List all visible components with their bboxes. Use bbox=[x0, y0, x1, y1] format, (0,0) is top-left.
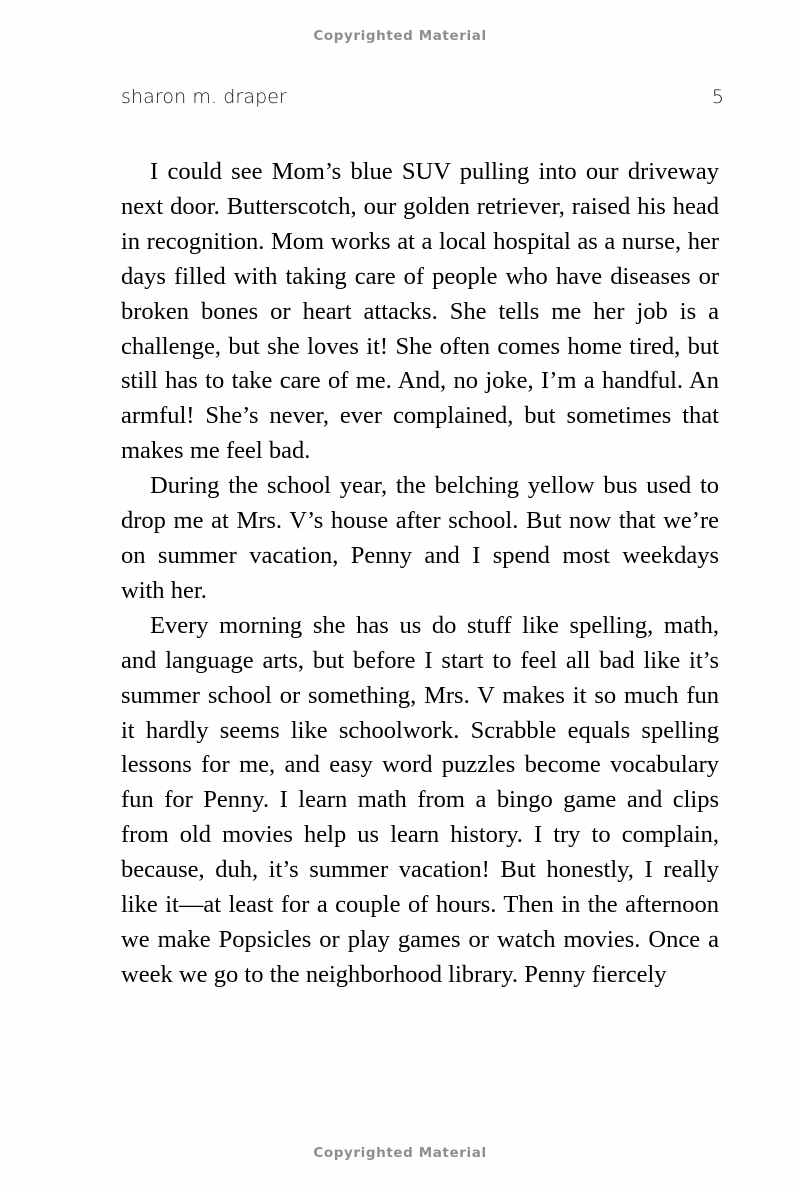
copyright-watermark-top: Copyrighted Material bbox=[313, 28, 487, 44]
paragraph: Every morning she has us do stuff like spelling, math, and language arts, but before I start to feel all bad like it’s summer school or something, Mrs. V makes it so much fun it hardly seems like schoolwork. Scrabble equals spelling lessons for me, and easy word puzzles become vocabulary fun for Penny. I learn math from a bingo game and clips from old movies help us learn history. I try to complain, because, duh, it’s summer vacation! But honestly, I really like it—at least for a couple of hours. Then in the afternoon we make Popsicles or play games or watch movies. Once a week we go to the neighborhood library. Penny fiercely bbox=[121, 611, 719, 988]
paragraph: During the school year, the belching yellow bus used to drop me at Mrs. V’s house after school. But now that we’re on summer vacation, Penny and I spend most weekdays with her. bbox=[121, 472, 719, 604]
copyright-watermark-bottom: Copyrighted Material bbox=[313, 1145, 487, 1161]
running-head bbox=[121, 88, 724, 114]
paragraph: I could see Mom’s blue SUV pulling into our driveway next door. Butterscotch, our golden retriever, raised his head in recognition. Mom works at a local hospital as a nurse, her days filled with taking care of people who have diseases or broken bones or heart attacks. She tells me her job is a challenge, but she loves it! She often comes home tired, but still has to take care of me. And, no joke, I’m a handful. An armful! She’s never, ever complained, but sometimes that makes me feel bad. bbox=[121, 158, 719, 465]
body-text bbox=[121, 155, 719, 993]
author-name: sharon m. draper bbox=[121, 86, 287, 108]
page-number: 5 bbox=[711, 86, 724, 108]
